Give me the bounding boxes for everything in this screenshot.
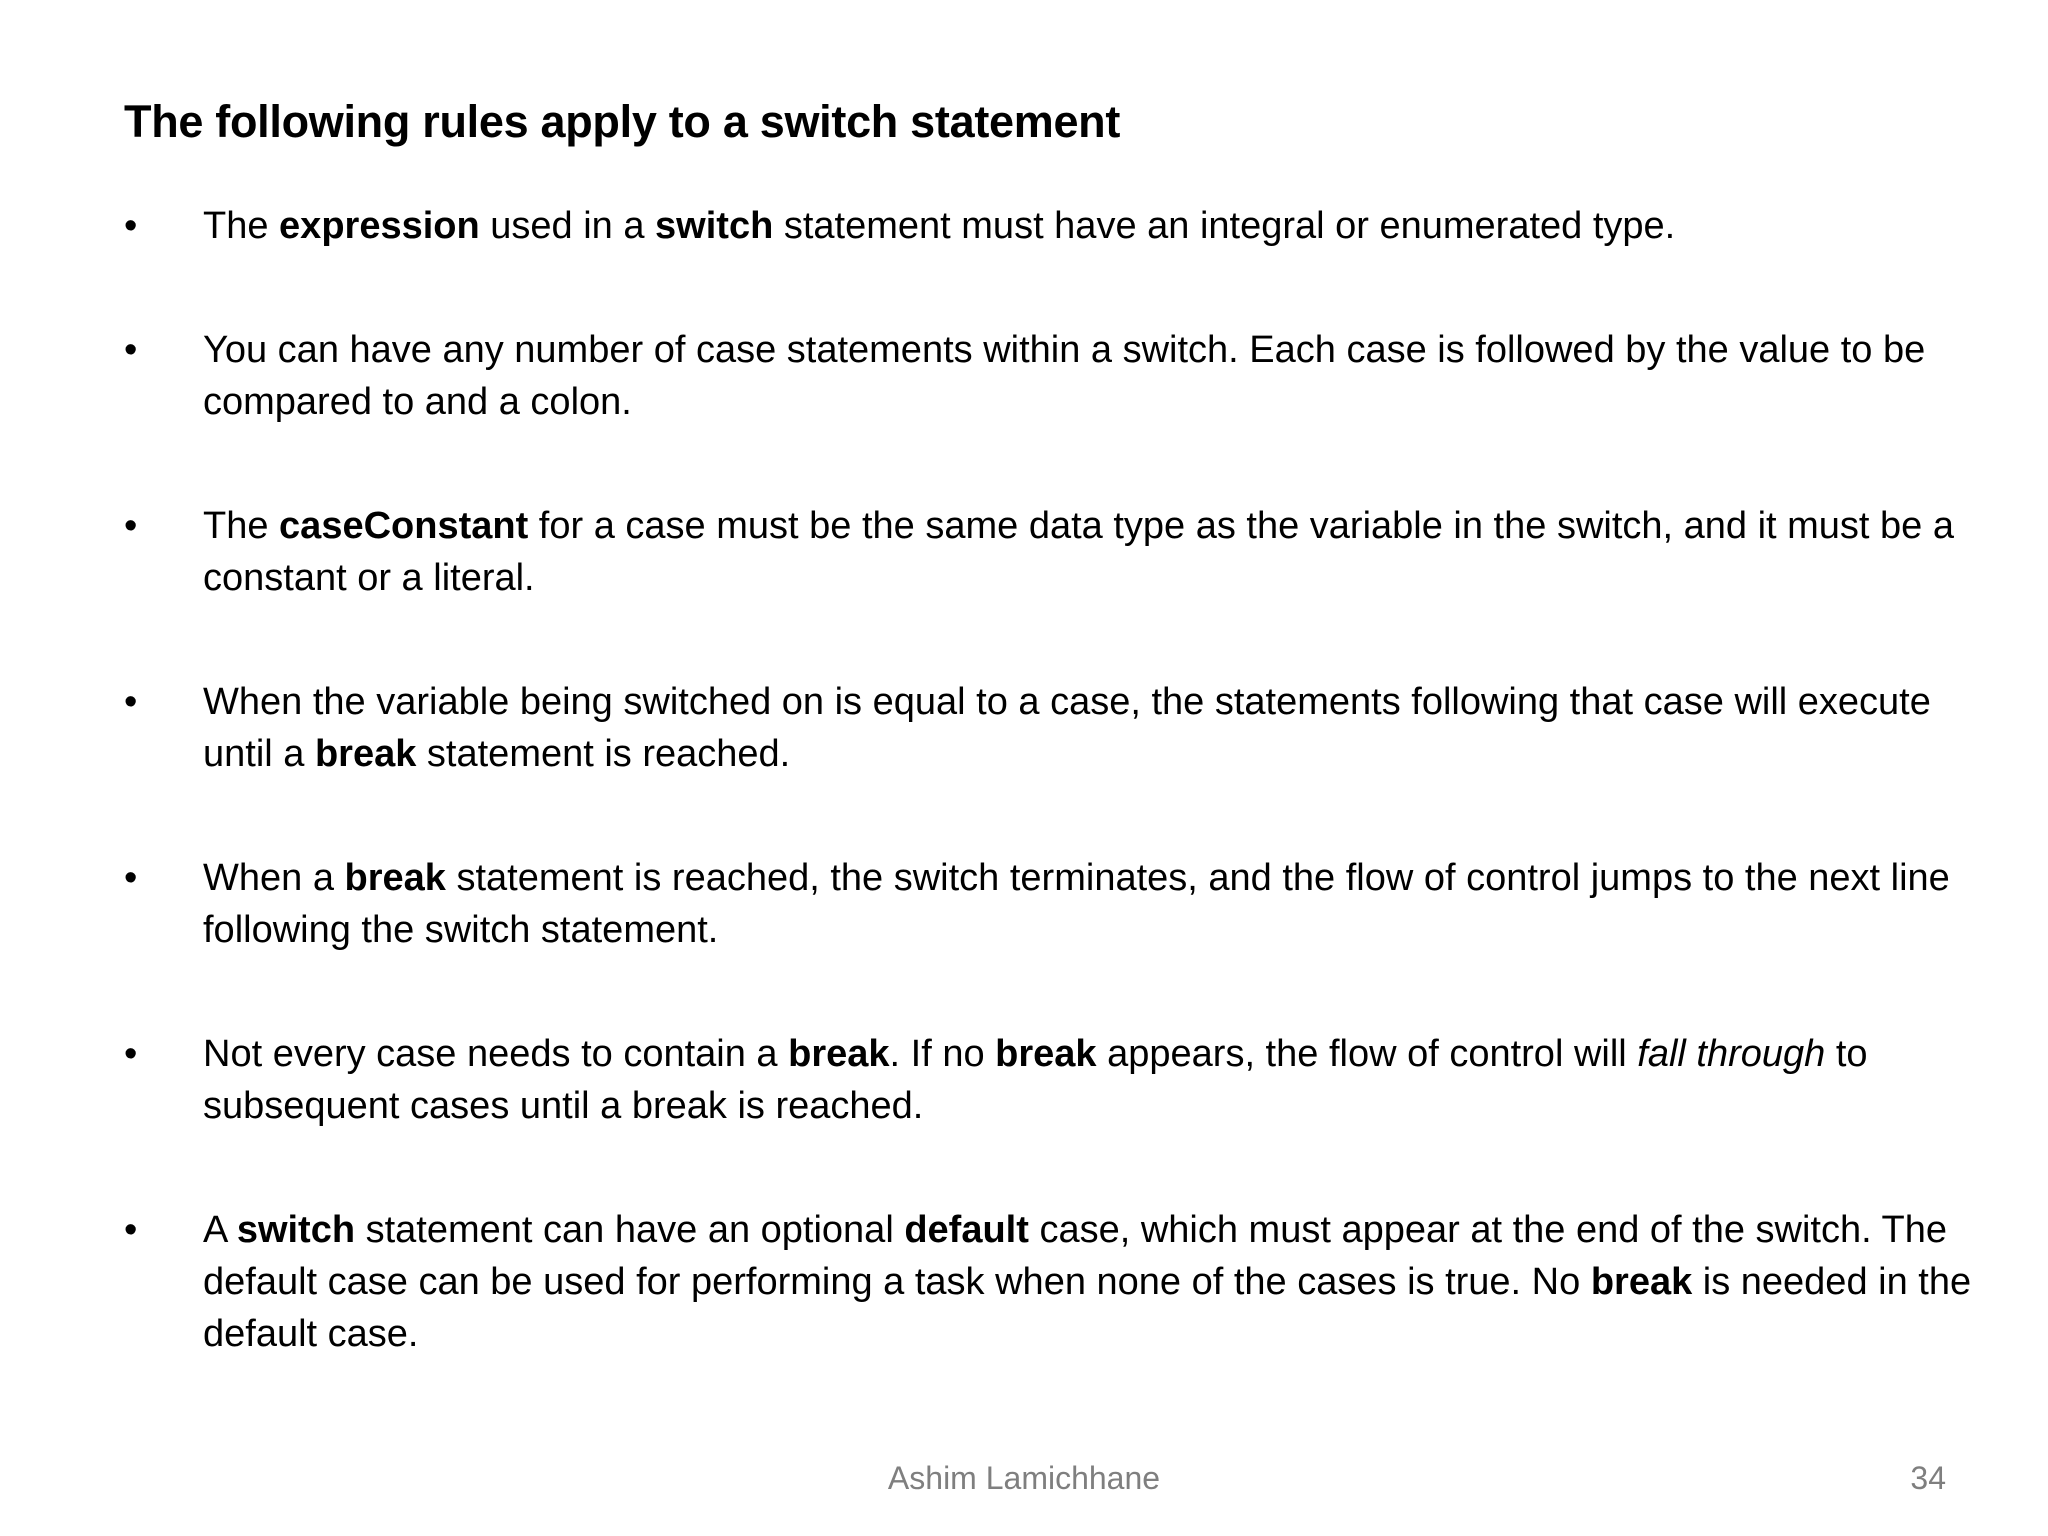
bullet-text-segment: A (203, 1209, 237, 1251)
bullet-text-segment: break (1590, 1261, 1693, 1303)
bullet-dot: • (124, 329, 138, 371)
bullet-item (124, 200, 1974, 252)
bullet-item (124, 676, 1974, 780)
bullet-text-segment: You can have any number of case statements within a switch. Each case is followed by the value to be compared to and a colon. (203, 329, 1926, 423)
bullet-text (203, 205, 1675, 247)
bullet-text (203, 329, 1925, 423)
bullet-text-segment: case, which must appear at the end of the switch. The default case can be used for performing a task when none of the cases is true. No (203, 1209, 1948, 1303)
bullet-text-segment: The (203, 205, 280, 247)
bullet-text (203, 505, 1954, 599)
bullet-text-segment: Not every case needs to contain a (203, 1033, 789, 1075)
bullet-text-segment: . If no (889, 1033, 996, 1075)
bullet-text-segment: break (788, 1033, 890, 1075)
bullet-dot: • (124, 205, 138, 247)
bullet-text-segment: statement is reached. (416, 733, 791, 775)
bullet-text-segment: used in a (479, 205, 656, 247)
bullet-text-segment: statement is reached, the switch terminates, and the flow of control jumps to the next line following the switch statement. (203, 857, 1950, 951)
bullet-dot: • (124, 505, 138, 547)
bullet-text-segment: statement must have an integral or enumerated type. (773, 205, 1676, 247)
bullet-dot: • (124, 857, 138, 899)
bullet-text-segment: caseConstant (279, 505, 529, 547)
bullet-text-segment: default (904, 1209, 1029, 1251)
bullet-text-segment: break (995, 1033, 1097, 1075)
bullet-text (203, 1209, 1971, 1355)
slide-title: The following rules apply to a switch statement (124, 96, 1121, 147)
bullet-text-segment: When the variable being switched on is equal to a case, the statements following that case will execute until a (203, 681, 1931, 775)
bullet-text-segment: statement can have an optional (355, 1209, 905, 1251)
bullet-item (124, 1204, 1974, 1360)
bullet-text-segment: When a (203, 857, 345, 899)
bullet-dot: • (124, 1209, 138, 1251)
bullet-item (124, 500, 1974, 604)
bullet-text-segment: The (203, 505, 280, 547)
bullet-text-segment: for a case must be the same data type as the variable in the switch, and it must be a constant or a literal. (203, 505, 1955, 599)
bullet-item (124, 324, 1974, 428)
bullet-text-segment: break (344, 857, 446, 899)
bullet-dot: • (124, 1033, 138, 1075)
footer-author: Ashim Lamichhane (887, 1460, 1161, 1496)
bullet-text-segment: appears, the flow of control will (1096, 1033, 1638, 1075)
bullet-item (124, 852, 1974, 956)
bullet-text-segment: to subsequent cases until a break is reached. (203, 1033, 1868, 1127)
bullet-text-segment: switch (655, 205, 774, 247)
bullet-text-segment: break (314, 733, 417, 775)
bullet-text-segment: expression (279, 205, 480, 247)
bullet-item (124, 1028, 1974, 1132)
bullet-dot: • (124, 681, 138, 723)
bullet-text (203, 681, 1931, 775)
bullet-text-segment: switch (236, 1209, 356, 1251)
bullet-list (124, 200, 1974, 1360)
bullet-text (203, 857, 1950, 951)
bullet-text (203, 1033, 1868, 1127)
page-number: 34 (1910, 1460, 1946, 1496)
bullet-text-segment: is needed in the default case. (203, 1261, 1972, 1355)
bullet-text-segment: fall through (1637, 1033, 1826, 1075)
